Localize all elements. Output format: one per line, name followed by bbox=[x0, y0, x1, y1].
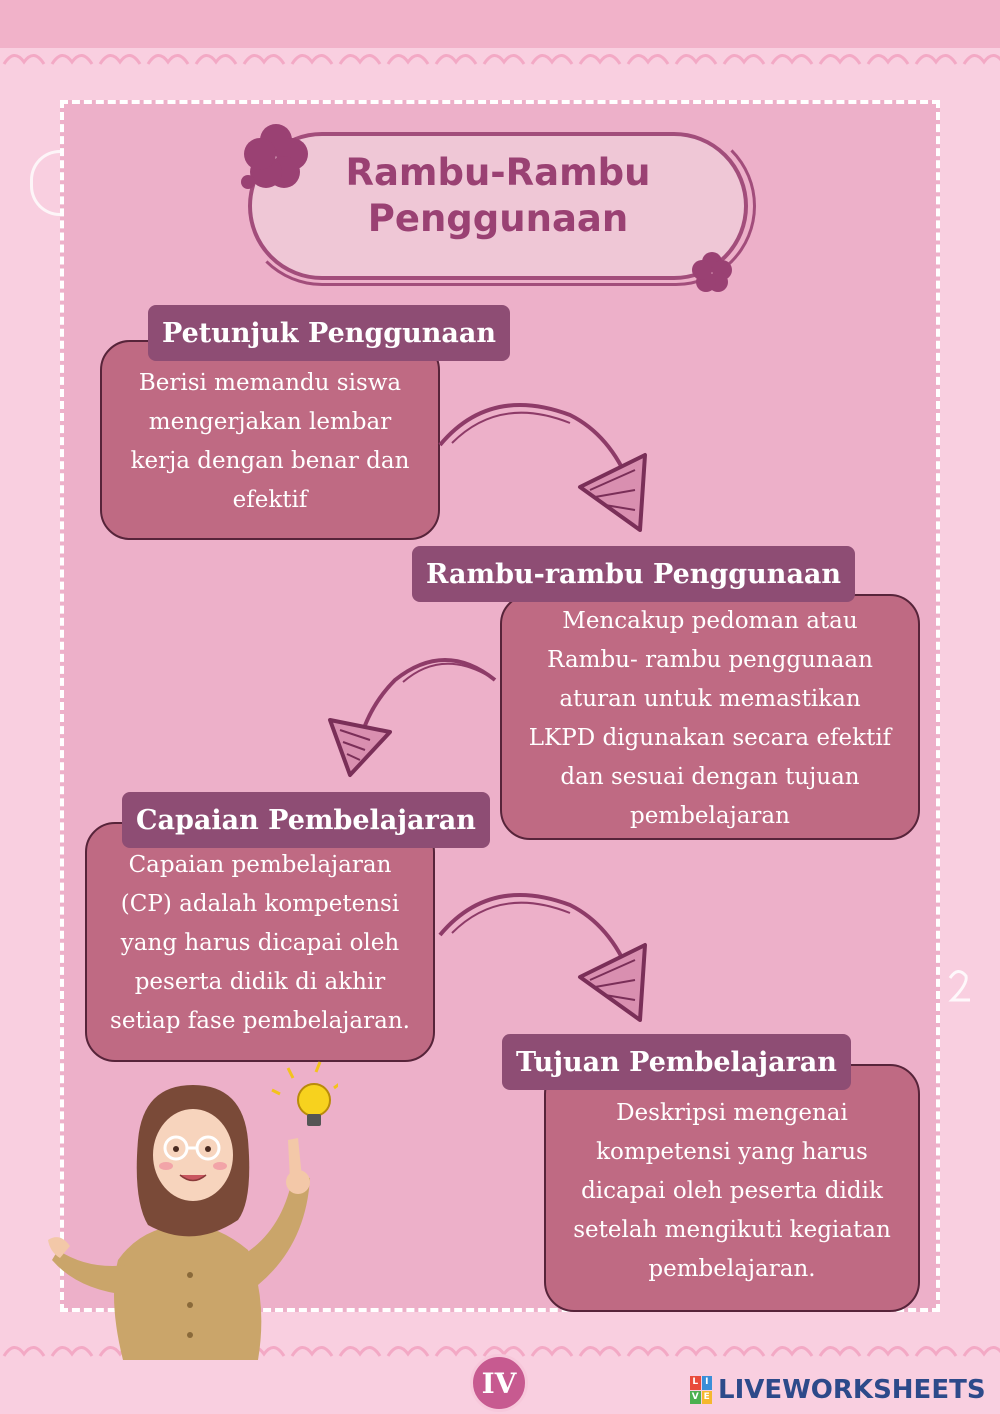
card-line: (CP) adalah kompetensi bbox=[120, 891, 400, 917]
page-number: IV bbox=[470, 1354, 528, 1412]
card-line: aturan untuk memastikan bbox=[559, 686, 861, 712]
card-line: dan sesuai dengan tujuan bbox=[560, 764, 860, 790]
top-band bbox=[0, 0, 1000, 48]
card-line: Capaian pembelajaran bbox=[128, 852, 392, 878]
curved-arrow-left-icon bbox=[325, 650, 515, 780]
card-line: efektif bbox=[232, 487, 308, 513]
card-line: setiap fase pembelajaran. bbox=[110, 1008, 410, 1034]
card-line: yang harus dicapai oleh bbox=[120, 930, 400, 956]
section-card-rambu bbox=[500, 594, 920, 840]
decorative-curve bbox=[30, 150, 63, 216]
card-line: pembelajaran bbox=[630, 803, 790, 829]
decorative-number-mark bbox=[944, 960, 974, 1010]
card-line: Berisi memandu siswa bbox=[138, 370, 402, 396]
card-line: pembelajaran. bbox=[648, 1256, 816, 1282]
liveworksheets-logo-icon: L I V E bbox=[690, 1376, 712, 1404]
section-card-petunjuk bbox=[100, 340, 440, 540]
card-line: LKPD digunakan secara efektif bbox=[528, 725, 892, 751]
card-line: peserta didik di akhir bbox=[134, 969, 386, 995]
section-heading-rambu: Rambu-rambu Penggunaan bbox=[412, 546, 855, 602]
section-heading-petunjuk: Petunjuk Penggunaan bbox=[148, 305, 510, 361]
curved-arrow-right-icon bbox=[430, 395, 660, 535]
top-lace-border bbox=[0, 44, 1000, 74]
section-heading-tujuan: Tujuan Pembelajaran bbox=[502, 1034, 851, 1090]
card-line: mengerjakan lembar bbox=[148, 409, 392, 435]
section-card-tujuan bbox=[544, 1064, 920, 1312]
section-heading-capaian: Capaian Pembelajaran bbox=[122, 792, 490, 848]
flower-decoration-icon bbox=[690, 250, 734, 294]
lightbulb-icon bbox=[272, 1062, 338, 1126]
card-line: dicapai oleh peserta didik bbox=[581, 1178, 883, 1204]
brand-name: LIVEWORKSHEETS bbox=[718, 1375, 986, 1405]
card-line: kompetensi yang harus bbox=[596, 1139, 868, 1165]
card-line: Rambu- rambu penggunaan bbox=[547, 647, 873, 673]
title-line-1: Rambu-Rambu bbox=[345, 151, 651, 194]
card-line: kerja dengan benar dan bbox=[130, 448, 410, 474]
title-line-2: Penggunaan bbox=[367, 197, 629, 240]
card-line: setelah mengikuti kegiatan bbox=[573, 1217, 891, 1243]
card-line: Mencakup pedoman atau bbox=[562, 608, 858, 634]
liveworksheets-brand bbox=[690, 1372, 986, 1408]
curved-arrow-right-icon bbox=[430, 885, 660, 1025]
page-title bbox=[268, 150, 728, 242]
card-line: Deskripsi mengenai bbox=[616, 1100, 848, 1126]
section-card-capaian bbox=[85, 822, 435, 1062]
teacher-illustration bbox=[48, 1060, 338, 1360]
